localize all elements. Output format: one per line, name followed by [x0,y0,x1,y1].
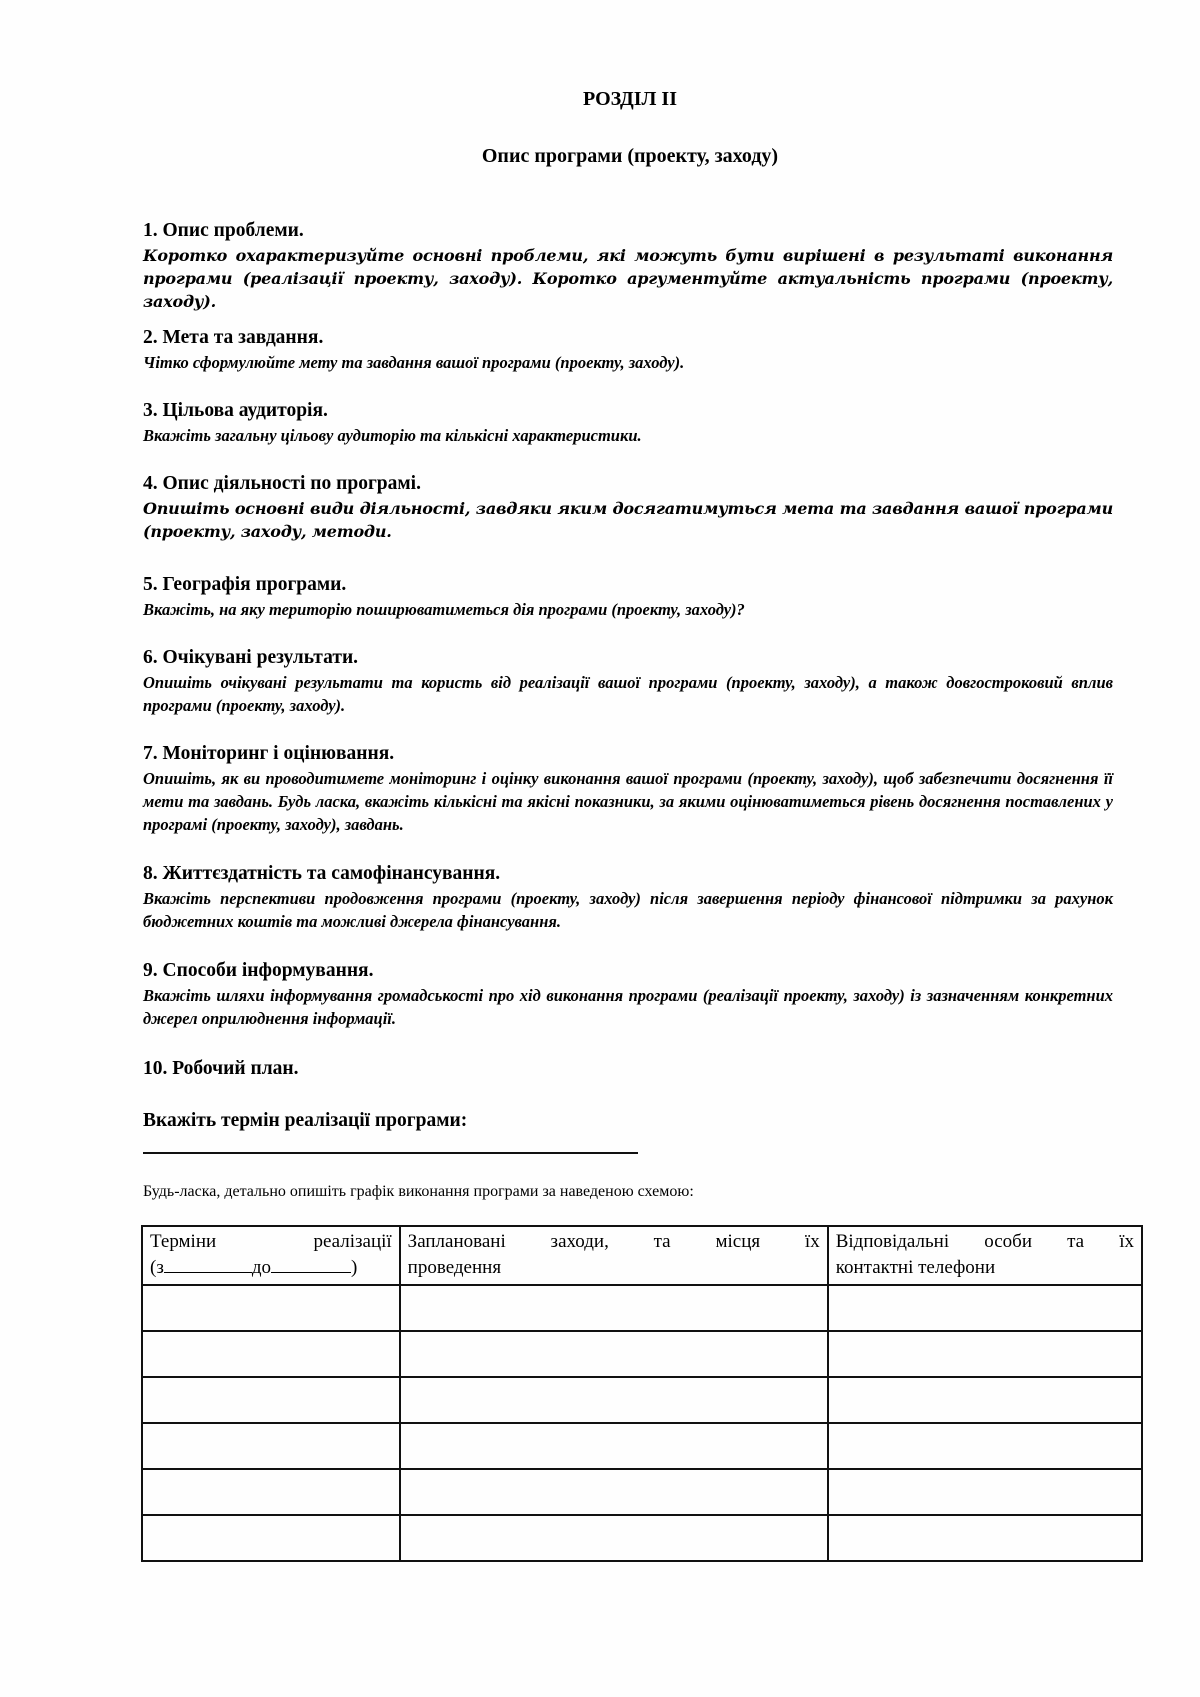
section-heading: 8. Життєздатність та самофінансування. [143,863,501,884]
section-activities [143,471,1113,543]
table-row [142,1515,1142,1561]
cell-dates[interactable] [142,1515,400,1561]
cell-activities[interactable] [400,1515,828,1561]
section-sustainability [143,861,1113,933]
section-heading: 10. Робочий план. [143,1058,299,1079]
section-heading: 3. Цільова аудиторія. [143,400,328,421]
table-row [142,1331,1142,1377]
document-subtitle: Опис програми (проекту, заходу) [481,145,779,167]
date-close-paren: ) [351,1257,358,1278]
table-row [142,1285,1142,1331]
cell-dates[interactable] [142,1331,400,1377]
table-header-row [142,1226,1142,1285]
header-activities-line2: проведення [407,1257,502,1278]
section-heading: 1. Опис проблеми. [143,220,304,241]
section-heading: 2. Мета та завдання. [143,327,324,348]
section-heading: 4. Опис діяльності по програмі. [143,473,421,494]
cell-dates[interactable] [142,1377,400,1423]
section-title: РОЗДІЛ ІІ [582,88,677,110]
section-audience [143,398,1113,447]
section-instruction: Чітко сформулюйте мету та завдання вашої програми (проекту, заходу). [143,353,685,372]
cell-responsible[interactable] [828,1469,1142,1515]
section-instruction: Опишіть очікувані результати та користь від реалізації вашої програми (проекту, заходу), а також довгостроковий вплив програми (проекту, заходу). [143,673,1113,715]
cell-activities[interactable] [400,1423,828,1469]
cell-dates[interactable] [142,1423,400,1469]
cell-responsible[interactable] [828,1285,1142,1331]
table-body [142,1285,1142,1561]
header-activities-line1: Заплановані заходи, та місця їх [407,1231,820,1252]
date-to-label: до [251,1257,272,1278]
work-plan-table [141,1225,1143,1562]
section-heading: 6. Очікувані результати. [143,647,359,668]
section-geography [143,572,1113,621]
header-dates-line1: Терміни реалізації [150,1231,392,1252]
cell-responsible[interactable] [828,1331,1142,1377]
term-input-line[interactable] [143,1152,638,1154]
section-heading: 7. Моніторинг і оцінювання. [143,743,395,764]
header-responsible-line1: Відповідальні особи та їх [835,1231,1134,1252]
cell-responsible[interactable] [828,1377,1142,1423]
section-instruction: Вкажіть загальну цільову аудиторію та кількісні характеристики. [143,426,642,445]
section-instruction: Коротко охарактеризуйте основні проблеми, які можуть бути вирішені в результаті виконання програми (реалізації проекту, заходу). Коротко аргументуйте актуальність програми (проекту, заходу). [143,246,1113,311]
section-instruction: Опишіть, як ви проводитимете моніторинг і оцінку виконання вашої програми (проекту, заходу), щоб забезпечити досягнення її мети та завдань. Будь ласка, вкажіть кількісні та якісні показники, за якими оцінюватиметься рівень досягнення поставлених у програмі (проекту, заходу), завдань. [143,769,1113,834]
cell-activities[interactable] [400,1331,828,1377]
section-goals [143,325,1113,374]
section-results [143,645,1113,717]
date-to-blank[interactable] [271,1258,351,1273]
table-row [142,1377,1142,1423]
section-instruction: Вкажіть перспективи продовження програми (проекту, заходу) після завершення періоду фінансової підтримки за рахунок бюджетних коштів та можливі джерела фінансування. [143,889,1113,931]
header-activities [400,1226,828,1285]
cell-dates[interactable] [142,1285,400,1331]
header-dates-line2 [150,1255,392,1281]
date-from-label: (з [150,1257,164,1278]
section-problem [143,218,1113,313]
section-information [143,958,1113,1030]
section-work-plan [143,1056,1113,1082]
schedule-intro: Будь-ласка, детально опишіть графік виконання програми за наведеною схемою: [143,1183,694,1200]
header-responsible-line2: контактні телефони [835,1257,996,1278]
table-row [142,1423,1142,1469]
section-heading: 9. Способи інформування. [143,960,374,981]
section-instruction: Вкажіть, на яку територію поширюватиметься дія програми (проекту, заходу)? [143,600,745,619]
table-row [142,1469,1142,1515]
section-instruction: Опишіть основні види діяльності, завдяки яким досягатимуться мета та завдання вашої програми (проекту, заходу, методи. [143,499,1113,541]
cell-responsible[interactable] [828,1515,1142,1561]
cell-activities[interactable] [400,1285,828,1331]
cell-dates[interactable] [142,1469,400,1515]
header-dates [142,1226,400,1285]
section-heading: 5. Географія програми. [143,574,347,595]
date-from-blank[interactable] [164,1258,252,1273]
cell-responsible[interactable] [828,1423,1142,1469]
header-responsible [828,1226,1142,1285]
section-instruction: Вкажіть шляхи інформування громадськості про хід виконання програми (реалізації проекту, заходу) із зазначенням конкретних джерел оприлюднення інформації. [143,986,1113,1028]
term-label: Вкажіть термін реалізації програми: [143,1110,468,1131]
cell-activities[interactable] [400,1469,828,1515]
section-monitoring [143,741,1113,836]
cell-activities[interactable] [400,1377,828,1423]
